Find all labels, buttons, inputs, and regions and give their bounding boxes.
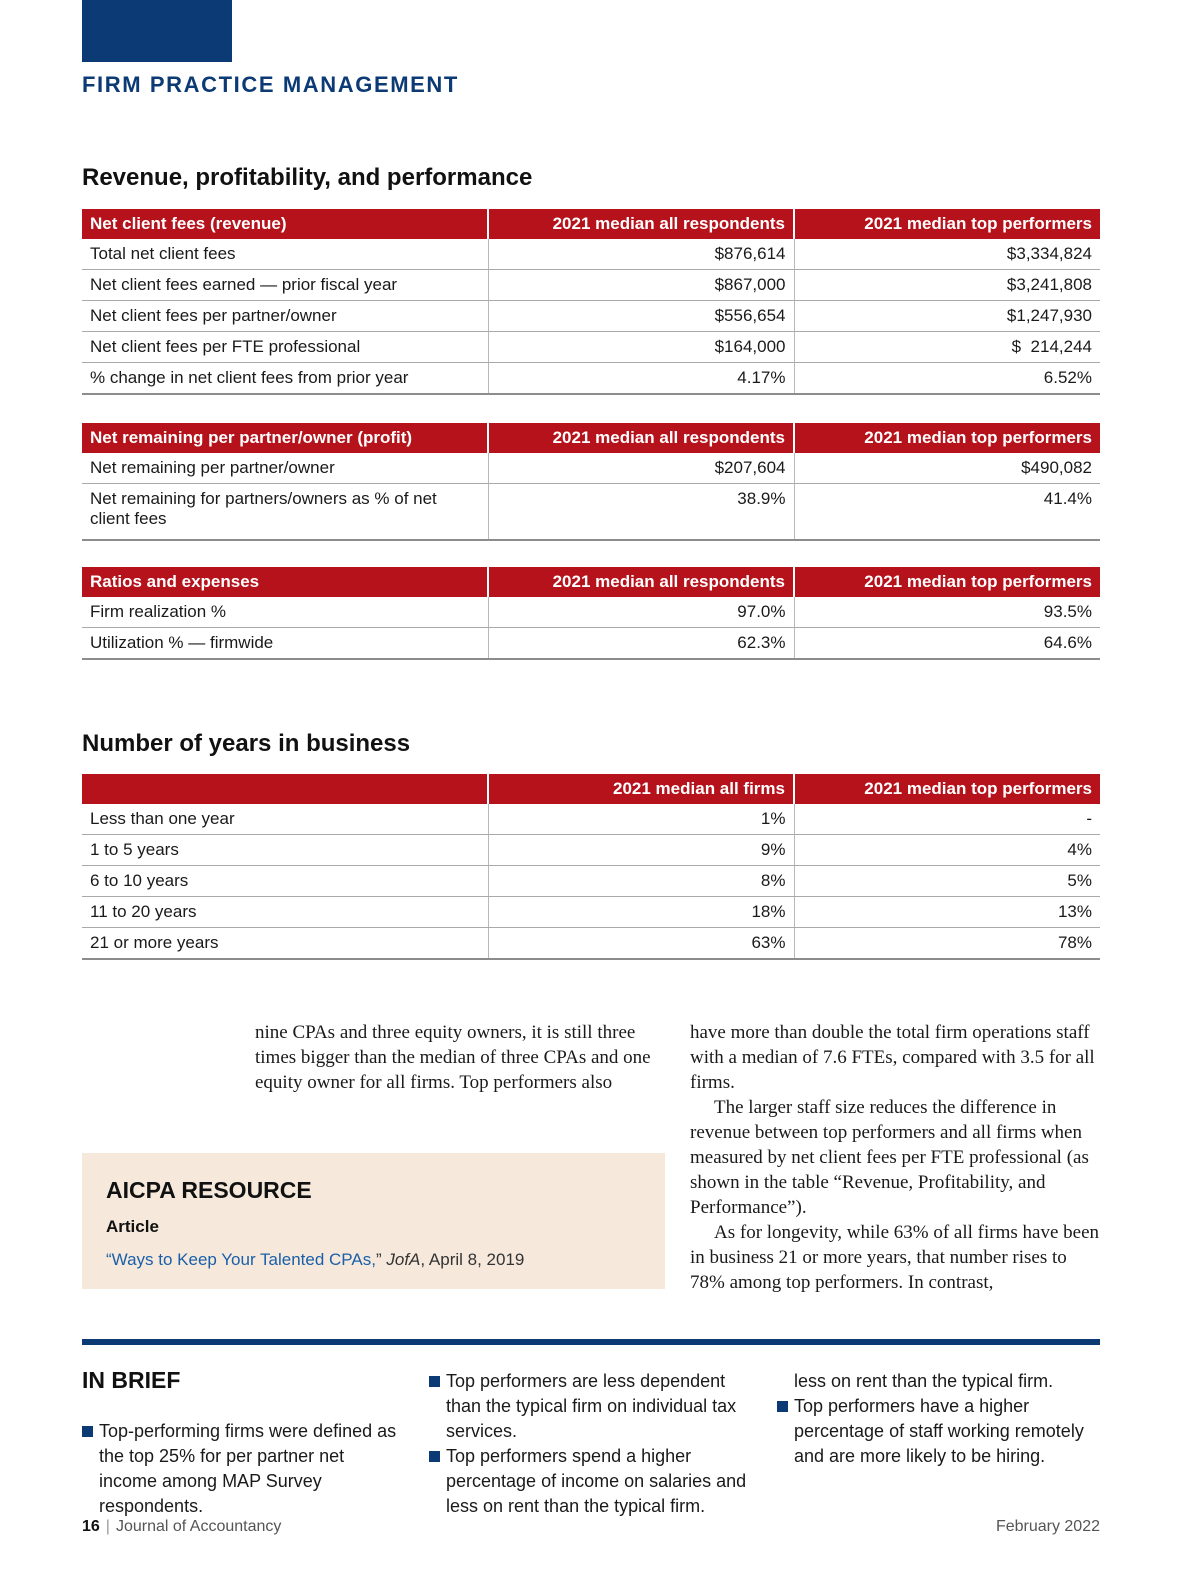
table-row bbox=[82, 804, 1100, 835]
table-row bbox=[82, 239, 1100, 270]
article-paragraph: The larger staff size reduces the difference in revenue between top performers and all firms when measured by net client fees per FTE professional (as shown in the table “Revenue, Profitability, and Performance”). bbox=[690, 1097, 1089, 1218]
page-footer-left bbox=[82, 1518, 281, 1536]
column-header: 2021 median top performers bbox=[794, 774, 1100, 804]
row-label: Utilization % — firmwide bbox=[82, 628, 488, 660]
table-row bbox=[82, 484, 1100, 541]
table-row bbox=[82, 270, 1100, 301]
table-header-row bbox=[82, 774, 1100, 804]
in-brief-column-2 bbox=[429, 1369, 749, 1516]
square-bullet-icon bbox=[429, 1451, 440, 1462]
table-header-row bbox=[82, 209, 1100, 239]
cell-all-firms: 1% bbox=[488, 804, 794, 835]
table-row bbox=[82, 332, 1100, 363]
cell-all-firms: 63% bbox=[488, 928, 794, 960]
cell-all-respondents: $867,000 bbox=[488, 270, 794, 301]
column-header: 2021 median all firms bbox=[488, 774, 794, 804]
cell-top-performers: 78% bbox=[794, 928, 1100, 960]
table-row bbox=[82, 301, 1100, 332]
in-brief-bullet bbox=[777, 1394, 1100, 1469]
cell-all-respondents: 4.17% bbox=[488, 363, 794, 395]
cell-all-respondents: $207,604 bbox=[488, 453, 794, 484]
in-brief-bullet bbox=[429, 1369, 749, 1444]
cell-top-performers: $ 214,244 bbox=[794, 332, 1100, 363]
cell-all-respondents: $164,000 bbox=[488, 332, 794, 363]
top-color-block bbox=[82, 0, 232, 62]
table-row bbox=[82, 453, 1100, 484]
cell-top-performers: 5% bbox=[794, 866, 1100, 897]
row-label: Net client fees per FTE professional bbox=[82, 332, 488, 363]
column-header: Net remaining per partner/owner (profit) bbox=[82, 423, 488, 453]
column-header: 2021 median all respondents bbox=[488, 567, 794, 597]
row-label: Net remaining for partners/owners as % of net client fees bbox=[82, 484, 488, 541]
footer-separator: | bbox=[105, 1518, 110, 1535]
cell-all-respondents: $556,654 bbox=[488, 301, 794, 332]
article-column-1 bbox=[255, 1020, 665, 1095]
row-label: Net client fees per partner/owner bbox=[82, 301, 488, 332]
cell-all-respondents: $876,614 bbox=[488, 239, 794, 270]
citation-journal: JofA bbox=[386, 1250, 421, 1269]
row-label: Net remaining per partner/owner bbox=[82, 453, 488, 484]
cell-top-performers: 13% bbox=[794, 897, 1100, 928]
table-header-row bbox=[82, 567, 1100, 597]
table-row bbox=[82, 597, 1100, 628]
column-header: Ratios and expenses bbox=[82, 567, 488, 597]
revenue-section-title: Revenue, profitability, and performance bbox=[82, 164, 533, 191]
ratios-expenses-table bbox=[82, 567, 1100, 660]
table-row bbox=[82, 928, 1100, 960]
bullet-continuation: less on rent than the typical firm. bbox=[794, 1371, 1054, 1391]
years-section-title: Number of years in business bbox=[82, 730, 411, 757]
article-column-2 bbox=[690, 1020, 1100, 1295]
row-label: 21 or more years bbox=[82, 928, 488, 960]
square-bullet-icon bbox=[429, 1376, 440, 1387]
in-brief-title: IN BRIEF bbox=[82, 1367, 181, 1393]
years-in-business-table bbox=[82, 774, 1100, 960]
cell-top-performers: 93.5% bbox=[794, 597, 1100, 628]
table-header-row bbox=[82, 423, 1100, 453]
column-header: 2021 median top performers bbox=[794, 567, 1100, 597]
square-bullet-icon bbox=[82, 1426, 93, 1437]
row-label: 1 to 5 years bbox=[82, 835, 488, 866]
table-row bbox=[82, 866, 1100, 897]
aicpa-resource-box bbox=[82, 1153, 665, 1289]
bullet-text: Top-performing firms were defined as the top 25% for per partner net income among MAP Survey respondents. bbox=[99, 1421, 397, 1516]
row-label: Total net client fees bbox=[82, 239, 488, 270]
row-label: 6 to 10 years bbox=[82, 866, 488, 897]
cell-top-performers: $3,334,824 bbox=[794, 239, 1100, 270]
cell-all-firms: 9% bbox=[488, 835, 794, 866]
column-header: 2021 median top performers bbox=[794, 423, 1100, 453]
publication-name: Journal of Accountancy bbox=[115, 1518, 282, 1535]
bullet-text: Top performers are less dependent than the typical firm on individual tax services. bbox=[446, 1371, 737, 1441]
resource-kind: Article bbox=[106, 1217, 159, 1236]
row-label: % change in net client fees from prior year bbox=[82, 363, 488, 395]
table-row bbox=[82, 628, 1100, 660]
cell-all-firms: 8% bbox=[488, 866, 794, 897]
square-bullet-icon bbox=[777, 1401, 788, 1412]
row-label: 11 to 20 years bbox=[82, 897, 488, 928]
resource-citation bbox=[106, 1250, 524, 1270]
table-row bbox=[82, 363, 1100, 395]
bullet-text: Top performers have a higher percentage of staff working remotely and are more likely to be hiring. bbox=[794, 1396, 1084, 1466]
cell-all-respondents: 97.0% bbox=[488, 597, 794, 628]
column-header: 2021 median all respondents bbox=[488, 423, 794, 453]
row-label: Firm realization % bbox=[82, 597, 488, 628]
cell-all-firms: 18% bbox=[488, 897, 794, 928]
section-label: FIRM PRACTICE MANAGEMENT bbox=[82, 72, 459, 97]
page-number: 16 bbox=[82, 1518, 100, 1535]
article-paragraph: nine CPAs and three equity owners, it is still three times bigger than the median of three CPAs and one equity owner for all firms. Top performers also bbox=[255, 1022, 651, 1093]
in-brief-divider bbox=[82, 1339, 1100, 1345]
cell-top-performers: 4% bbox=[794, 835, 1100, 866]
citation-quote: ” bbox=[375, 1250, 382, 1269]
in-brief-column-1 bbox=[82, 1419, 407, 1519]
net-remaining-table bbox=[82, 423, 1100, 541]
column-header bbox=[82, 774, 488, 804]
bullet-text: Top performers spend a higher percentage of income on salaries and less on rent than the typical firm. bbox=[446, 1446, 747, 1516]
article-paragraph: have more than double the total firm operations staff with a median of 7.6 FTEs, compared with 3.5 for all firms. bbox=[690, 1022, 1095, 1093]
in-brief-bullet bbox=[429, 1444, 749, 1516]
cell-top-performers: $3,241,808 bbox=[794, 270, 1100, 301]
net-client-fees-table bbox=[82, 209, 1100, 395]
cell-top-performers: $490,082 bbox=[794, 453, 1100, 484]
resource-article-link[interactable]: “Ways to Keep Your Talented CPAs, bbox=[106, 1250, 376, 1269]
resource-title: AICPA RESOURCE bbox=[106, 1177, 312, 1203]
cell-top-performers: - bbox=[794, 804, 1100, 835]
column-header: 2021 median all respondents bbox=[488, 209, 794, 239]
cell-all-respondents: 38.9% bbox=[488, 484, 794, 541]
column-header: 2021 median top performers bbox=[794, 209, 1100, 239]
article-paragraph: As for longevity, while 63% of all firms have been in business 21 or more years, that number rises to 78% among top performers. In contrast, bbox=[690, 1222, 1100, 1293]
row-label: Less than one year bbox=[82, 804, 488, 835]
column-header: Net client fees (revenue) bbox=[82, 209, 488, 239]
cell-top-performers: 64.6% bbox=[794, 628, 1100, 660]
cell-top-performers: $1,247,930 bbox=[794, 301, 1100, 332]
row-label: Net client fees earned — prior fiscal year bbox=[82, 270, 488, 301]
table-row bbox=[82, 835, 1100, 866]
cell-top-performers: 41.4% bbox=[794, 484, 1100, 541]
cell-all-respondents: 62.3% bbox=[488, 628, 794, 660]
table-row bbox=[82, 897, 1100, 928]
in-brief-column-3 bbox=[777, 1369, 1100, 1469]
cell-top-performers: 6.52% bbox=[794, 363, 1100, 395]
issue-date: February 2022 bbox=[995, 1518, 1100, 1535]
citation-date: , April 8, 2019 bbox=[420, 1250, 525, 1269]
in-brief-bullet bbox=[82, 1419, 407, 1519]
